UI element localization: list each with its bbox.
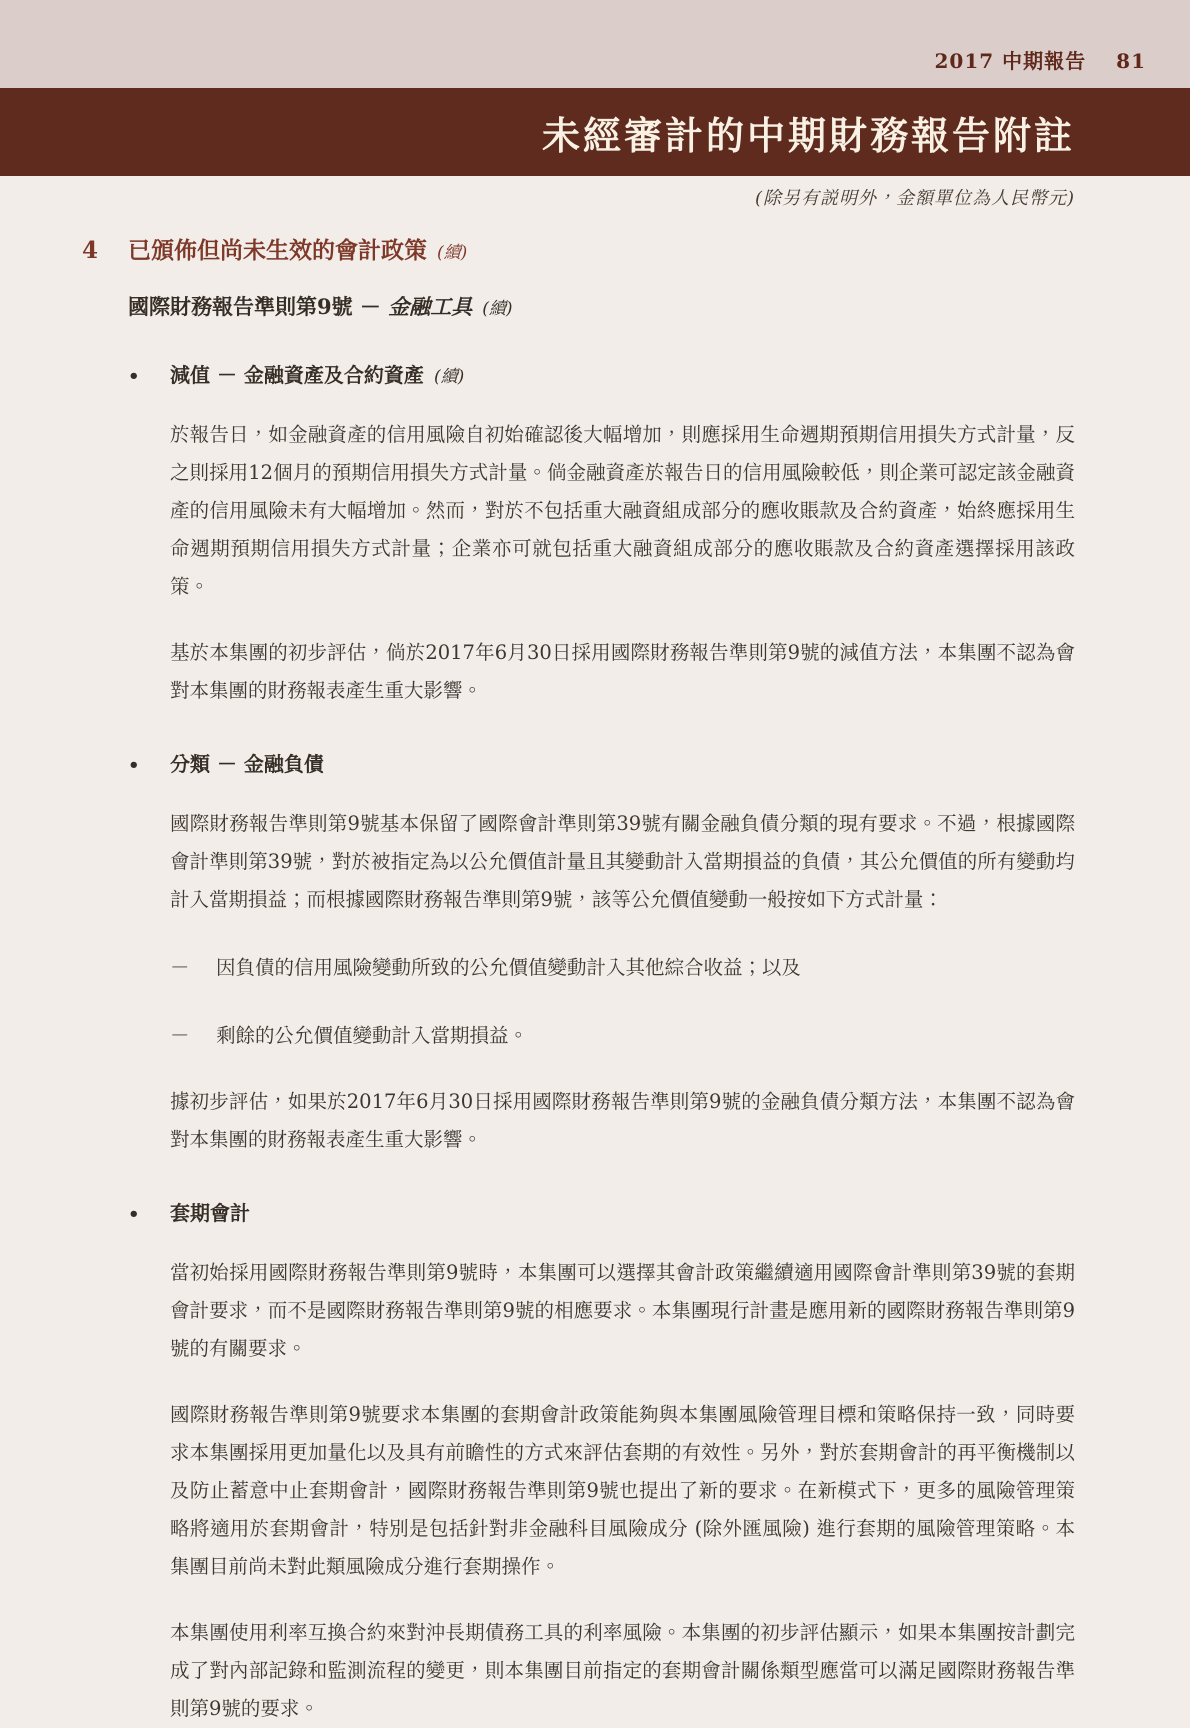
section-title: 已頒佈但尚未生效的會計政策 (續) <box>128 237 468 264</box>
report-title-text: 2017 中期報告 <box>934 49 1087 73</box>
paragraph-classification-2: 據初步評估，如果於2017年6月30日採用國際財務報告準則第9號的金融負債分類方法，本集團不認為會對本集團的財務報表產生重大影響。 <box>170 1090 1075 1151</box>
section-continued: (續) <box>437 243 468 263</box>
bullet-heading-text: 分類 － 金融負債 <box>170 752 324 776</box>
bullet-heading-impairment <box>128 359 1075 388</box>
dash-icon: － <box>170 956 190 979</box>
paragraph-impairment-1: 於報告日，如金融資產的信用風險自初始確認後大幅增加，則應採用生命週期預期信用損失方式計量，反之則採用12個月的預期信用損失方式計量。倘金融資產於報告日的信用風險較低，則企業可認定該金融資產的信用風險未有大幅增加。然而，對於不包括重大融資組成部分的應收賬款及合約資產，始終應採用生命週期預期信用損失方式計量；企業亦可就包括重大融資組成部分的應收賬款及合約資產選擇採用該政策。 <box>170 423 1075 598</box>
bullet-heading-text: 減值 － 金融資產及合約資產 (續) <box>170 363 465 387</box>
banner-title: 未經審計的中期財務報告附註 <box>541 112 1075 158</box>
bullet-heading-classification <box>128 748 1075 777</box>
bullet-heading-text: 套期會計 <box>170 1201 250 1225</box>
dash-list-item-2 <box>170 1017 1075 1055</box>
currency-note: (除另有説明外，金額單位為人民幣元) <box>754 188 1075 209</box>
bullet-heading-hedging <box>128 1197 1075 1226</box>
paragraph-impairment-2: 基於本集團的初步評估，倘於2017年6月30日採用國際財務報告準則第9號的減值方法，本集團不認為會對本集團的財務報表產生重大影響。 <box>170 641 1075 702</box>
paragraph-classification-1: 國際財務報告準則第9號基本保留了國際會計準則第39號有關金融負債分類的現有要求。不過，根據國際會計準則第39號，對於被指定為以公允價值計量且其變動計入當期損益的負債，其公允價值的所有變動均計入當期損益；而根據國際財務報告準則第9號，該等公允價值變動一般按如下方式計量： <box>170 812 1075 911</box>
paragraph-hedging-3: 本集團使用利率互換合約來對沖長期債務工具的利率風險。本集團的初步評估顯示，如果本集團按計劃完成了對內部記錄和監測流程的變更，則本集團目前指定的套期會計關係類型應當可以滿足國際財務報告準則第9號的要求。 <box>170 1621 1075 1720</box>
dash-list-item-1 <box>170 949 1075 987</box>
section-number: 4 <box>82 237 99 264</box>
dash-item-text: 剩餘的公允價值變動計入當期損益。 <box>216 1024 529 1047</box>
banner <box>0 88 1190 176</box>
dash-item-text: 因負債的信用風險變動所致的公允價值變動計入其他綜合收益；以及 <box>216 956 802 979</box>
bullet-icon: • <box>128 755 140 776</box>
dash-icon: － <box>170 1024 190 1047</box>
subsection-title-italic: 金融工具 <box>388 294 473 319</box>
running-header <box>935 45 1146 74</box>
bullet-icon: • <box>128 1204 140 1225</box>
content-area <box>82 232 1075 1728</box>
bullet-continued: (續) <box>433 367 465 387</box>
top-band <box>0 0 1190 88</box>
bullet-icon: • <box>128 366 140 387</box>
paragraph-hedging-1: 當初始採用國際財務報告準則第9號時，本集團可以選擇其會計政策繼續適用國際會計準則第39號的套期會計要求，而不是國際財務報告準則第9號的相應要求。本集團現行計畫是應用新的國際財務報告準則第9號的有關要求。 <box>170 1261 1075 1360</box>
subsection-title: 國際財務報告準則第9號 － 金融工具 (續) <box>128 294 513 319</box>
paragraph-hedging-2: 國際財務報告準則第9號要求本集團的套期會計政策能夠與本集團風險管理目標和策略保持一致，同時要求本集團採用更加量化以及具有前瞻性的方式來評估套期的有效性。另外，對於套期會計的再平衡機制以及防止蓄意中止套期會計，國際財務報告準則第9號也提出了新的要求。在新模式下，更多的風險管理策略將適用於套期會計，特別是包括針對非金融科目風險成分 (除外匯風險) 進行套期的風險管理策略。本集團目前尚未對此類風險成分進行套期操作。 <box>170 1403 1075 1578</box>
page-number: 81 <box>1116 49 1146 73</box>
subsection-continued: (續) <box>482 299 513 319</box>
subsection-heading <box>128 291 1075 321</box>
section-heading <box>82 232 1075 265</box>
